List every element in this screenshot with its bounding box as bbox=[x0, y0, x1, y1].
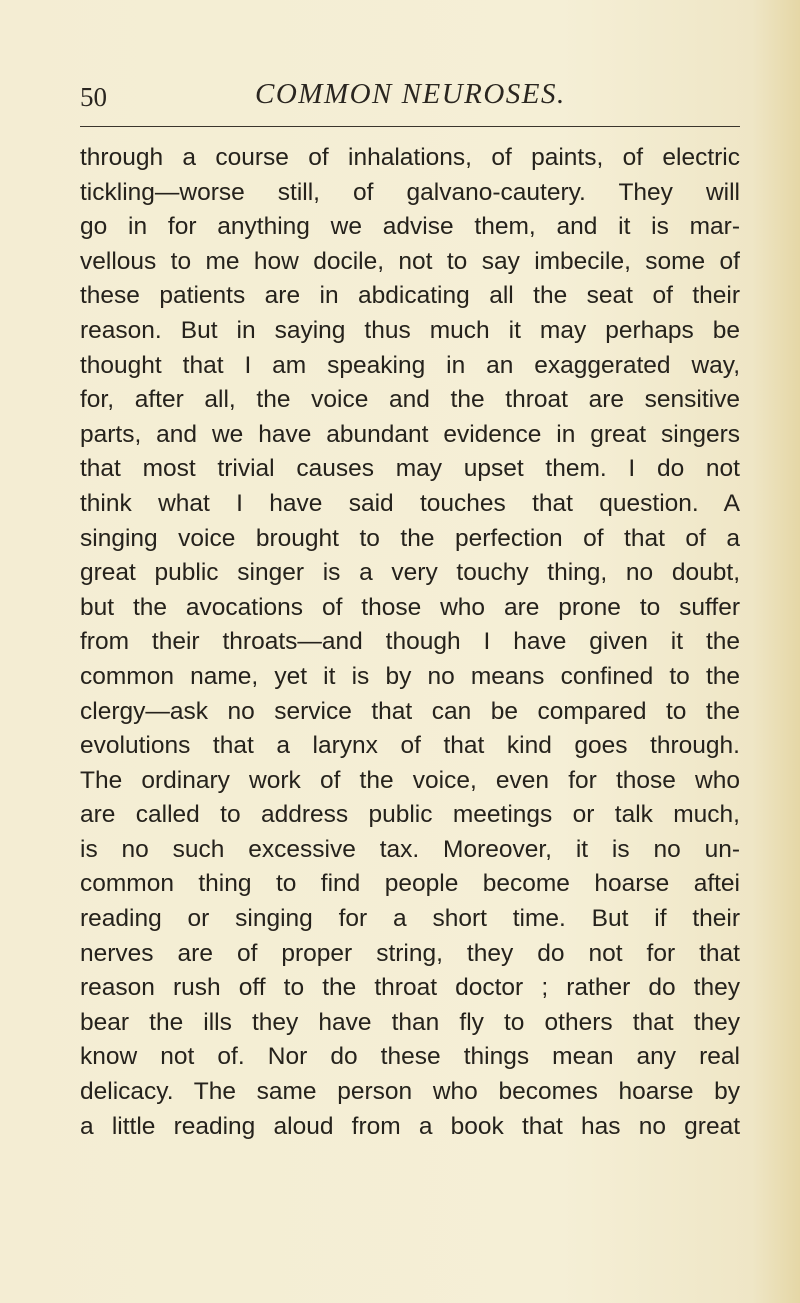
text-line: for, after all, the voice and the throat are sensitive bbox=[80, 386, 740, 414]
text-line: The ordinary work of the voice, even for those who bbox=[80, 766, 740, 794]
text-line: singing voice brought to the perfection of that of a bbox=[80, 524, 740, 552]
header-rule bbox=[80, 126, 740, 127]
text-line: but the avocations of those who are prone to suffer bbox=[80, 593, 740, 621]
text-line: evolutions that a larynx of that kind goes through. bbox=[80, 732, 740, 760]
text-line: that most trivial causes may upset them. I do not bbox=[80, 455, 740, 483]
text-line: know not of. Nor do these things mean any real bbox=[80, 1043, 740, 1071]
text-line: nerves are of proper string, they do not for that bbox=[80, 939, 740, 967]
text-line: common thing to find people become hoarse aftei bbox=[80, 870, 740, 898]
page-number: 50 bbox=[80, 82, 107, 112]
text-line: these patients are in abdicating all the seat of their bbox=[80, 282, 740, 310]
text-line: great public singer is a very touchy thing, no doubt, bbox=[80, 559, 740, 587]
text-line: delicacy. The same person who becomes hoarse by bbox=[80, 1078, 740, 1106]
text-line: are called to address public meetings or talk much, bbox=[80, 801, 740, 829]
text-line: through a course of inhalations, of paints, of electric bbox=[80, 144, 740, 171]
text-line: tickling—worse still, of galvano-cautery. They will bbox=[80, 178, 740, 206]
text-line: a little reading aloud from a book that has no great bbox=[80, 1112, 740, 1140]
running-head: COMMON NEUROSES. bbox=[255, 78, 566, 110]
text-line: bear the ills they have than fly to others that they bbox=[80, 1008, 740, 1036]
page-header bbox=[80, 78, 740, 118]
text-line: reading or singing for a short time. But if their bbox=[80, 905, 740, 933]
text-line: from their throats—and though I have given it the bbox=[80, 628, 740, 656]
text-line: clergy—ask no service that can be compared to the bbox=[80, 697, 740, 725]
text-line: reason rush off to the throat doctor ; rather do they bbox=[80, 974, 740, 1002]
text-line: common name, yet it is by no means confined to the bbox=[80, 662, 740, 690]
text-line: is no such excessive tax. Moreover, it is no un- bbox=[80, 835, 740, 863]
text-line: think what I have said touches that question. A bbox=[80, 489, 740, 517]
text-line: go in for anything we advise them, and it is mar- bbox=[80, 213, 740, 241]
text-line: vellous to me how docile, not to say imbecile, some of bbox=[80, 247, 740, 275]
text-line: thought that I am speaking in an exaggerated way, bbox=[80, 351, 740, 379]
text-line: reason. But in saying thus much it may perhaps be bbox=[80, 316, 740, 344]
text-line: parts, and we have abundant evidence in great singers bbox=[80, 420, 740, 448]
body-text bbox=[80, 141, 740, 1144]
